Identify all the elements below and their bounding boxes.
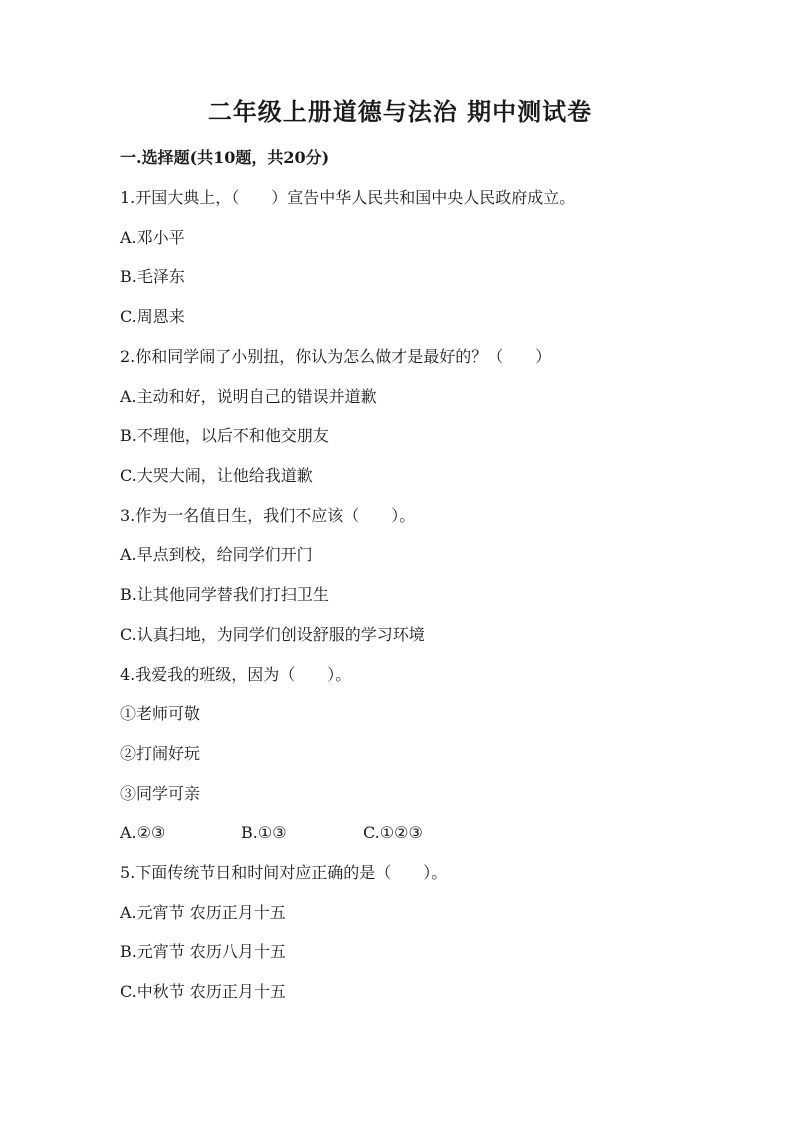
question-1-option-b: B.毛泽东 — [120, 267, 185, 286]
question-4-statement-3: ③同学可亲 — [120, 784, 201, 803]
question-2-option-c: C.大哭大闹，让他给我道歉 — [120, 466, 313, 485]
question-stem-2: 2.你和同学闹了小别扭，你认为怎么做才是最好的？（ ） — [120, 347, 552, 366]
question-3-option-a: A.早点到校，给同学们开门 — [120, 545, 313, 564]
question-stem-4: 4.我爱我的班级，因为（ ）。 — [120, 665, 352, 684]
question-4-statement-1: ①老师可敬 — [120, 704, 201, 723]
question-4-option-c: C.①②③ — [363, 823, 423, 842]
page-title: 二年级上册道德与法治 期中测试卷 — [207, 97, 593, 126]
question-stem-3: 3.作为一名值日生，我们不应该（ ）。 — [120, 506, 416, 525]
question-2-option-b: B.不理他，以后不和他交朋友 — [120, 426, 329, 445]
question-2-option-a: A.主动和好，说明自己的错误并道歉 — [120, 387, 377, 406]
question-3-option-c: C.认真扫地，为同学们创设舒服的学习环境 — [120, 625, 425, 644]
question-1-option-a: A.邓小平 — [120, 228, 185, 247]
question-1-option-c: C.周恩来 — [120, 307, 185, 326]
question-4-option-b: B.①③ — [241, 823, 287, 842]
question-4-statement-2: ②打闹好玩 — [120, 744, 201, 763]
question-4-options-row — [120, 821, 680, 845]
section-heading: 一.选择题(共10题，共20分) — [120, 148, 330, 167]
question-3-option-b: B.让其他同学替我们打扫卫生 — [120, 585, 329, 604]
question-stem-1: 1.开国大典上，（ ）宣告中华人民共和国中央人民政府成立。 — [120, 188, 576, 207]
question-stem-5: 5.下面传统节日和时间对应正确的是（ ）。 — [120, 863, 448, 882]
question-5-option-a: A.元宵节 农历正月十五 — [120, 903, 286, 922]
question-5-option-b: B.元宵节 农历八月十五 — [120, 942, 286, 961]
question-4-option-a: A.②③ — [120, 823, 166, 842]
question-5-option-c: C.中秋节 农历正月十五 — [120, 982, 286, 1001]
